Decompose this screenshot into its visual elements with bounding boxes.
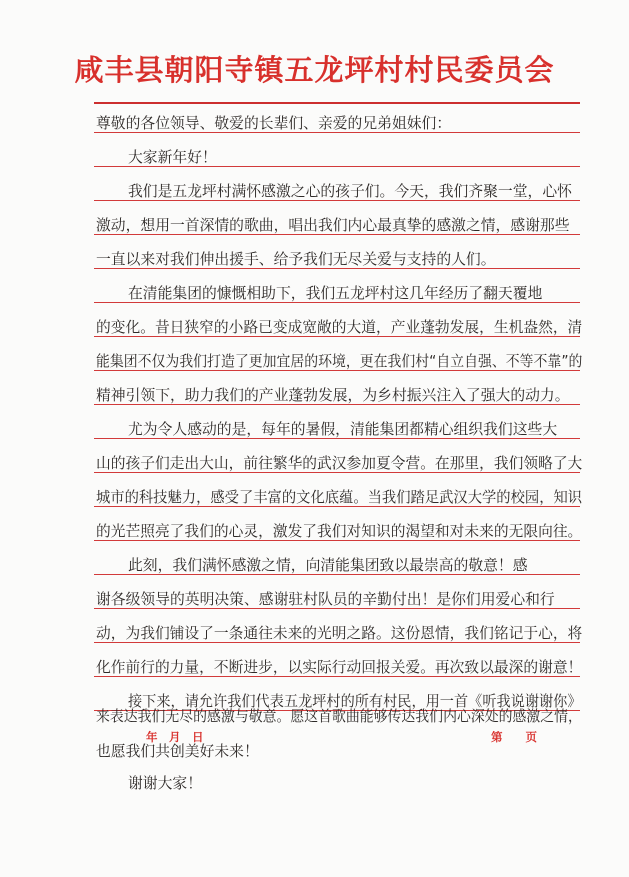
letter-line: 接下来，请允许我们代表五龙坪村的所有村民，用一首《听我说谢谢你》 xyxy=(128,693,582,710)
letter-line: 尤为令人感动的是，每年的暑假，清能集团都精心组织我们这些大 xyxy=(128,421,558,438)
greeting-line: 大家新年好！ xyxy=(128,149,217,166)
letter-line: 激动，想用一首深情的歌曲，唱出我们内心最真挚的感激之情，感谢那些 xyxy=(96,217,570,234)
letter-line: 谢各级领导的英明决策、感谢驻村队员的辛勤付出！是你们用爱心和行 xyxy=(96,591,555,608)
letter-line: 山的孩子们走出大山，前往繁华的武汉参加夏令营。在那里，我们领略了大 xyxy=(96,455,583,472)
letter-line: 的变化。昔日狭窄的小路已变成宽敞的大道，产业蓬勃发展，生机盎然，清 xyxy=(96,319,583,336)
letter-line: 城市的科技魅力，感受了丰富的文化底蕴。当我们踏足武汉大学的校园，知识 xyxy=(96,489,583,506)
letter-line: 来表达我们无尽的感激与敬意。愿这首歌曲能够传达我们内心深处的感激之情， xyxy=(96,708,582,725)
letter-line: 我们是五龙坪村满怀感激之心的孩子们。今天，我们齐聚一堂，心怀 xyxy=(128,183,572,200)
date-label: 年 月 日 xyxy=(146,730,204,744)
letter-line: 一直以来对我们伸出援手、给予我们无尽关爱与支持的人们。 xyxy=(96,251,496,268)
page-number-label: 第 页 xyxy=(491,730,537,744)
letter-line: 的光芒照亮了我们的心灵，激发了我们对知识的渴望和对未来的无限向往。 xyxy=(96,523,583,540)
letter-line: 动，为我们铺设了一条通往未来的光明之路。这份恩情，我们铭记于心，将 xyxy=(96,625,583,642)
letter-line: 能集团不仅为我们打造了更加宜居的环境，更在我们村“自立自强、不等不靠”的 xyxy=(96,353,583,370)
closing-line: 谢谢大家！ xyxy=(128,775,202,792)
letter-line: 在清能集团的慷慨相助下，我们五龙坪村这几年经历了翻天覆地 xyxy=(128,285,543,302)
letterhead-rule xyxy=(94,102,580,104)
letterhead-title: 咸丰县朝阳寺镇五龙坪村村民委员会 xyxy=(74,53,555,87)
letter-line: 化作前行的力量，不断进步，以实际行动回报关爱。再次致以最深的谢意！ xyxy=(96,659,583,676)
letter-line: 此刻，我们满怀感激之情，向清能集团致以最崇高的敬意！感 xyxy=(128,557,528,574)
letter-line: 也愿我们共创美好未来！ xyxy=(96,743,259,760)
letter-line: 精神引领下，助力我们的产业蓬勃发展，为乡村振兴注入了强大的动力。 xyxy=(96,387,570,404)
salutation-line: 尊敬的各位领导、敬爱的长辈们、亲爱的兄弟姐妹们： xyxy=(96,115,452,132)
